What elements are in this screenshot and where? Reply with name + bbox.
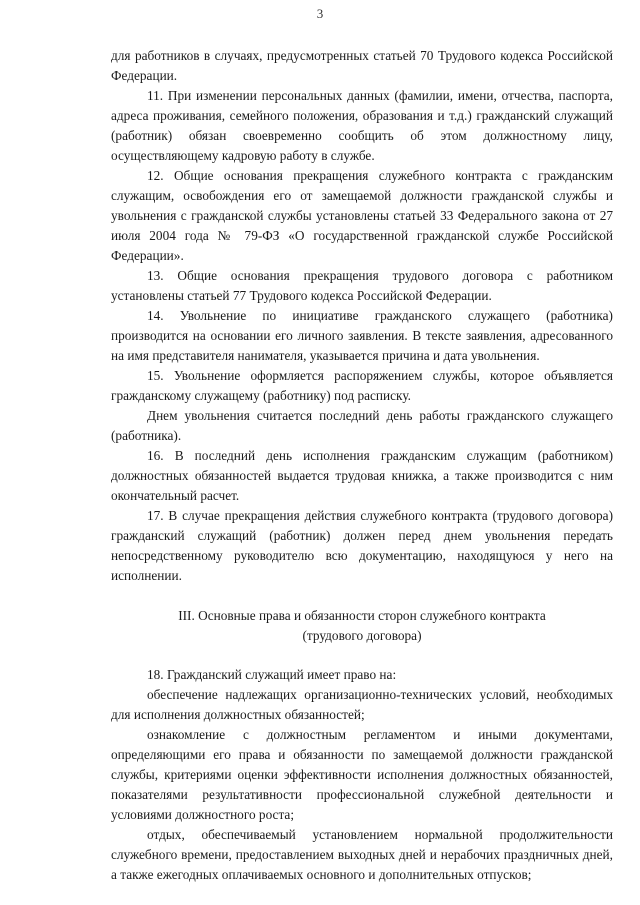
paragraph-17: 17. В случае прекращения действия служебного контракта (трудового договора) гражданский служащий (работник) должен перед днем увольнения передать непосредственному руководителю всю документацию, находящуюся у него на исполнении. [111, 508, 613, 583]
spacer [111, 646, 613, 665]
paragraph-16: 16. В последний день исполнения гражданским служащим (работником) должностных обязанностей выдается трудовая книжка, а также производится с ним окончательный расчет. [111, 448, 613, 503]
section-heading-line-1: III. Основные права и обязанности сторон служебного контракта [178, 608, 546, 623]
document-body [111, 46, 613, 885]
paragraph-continuation: для работников в случаях, предусмотренных статьей 70 Трудового кодекса Российской Федерации. [111, 48, 613, 83]
paragraph-14: 14. Увольнение по инициативе гражданского служащего (работника) производится на основании его личного заявления. В тексте заявления, адресованного на имя представителя нанимателя, указывается причина и дата увольнения. [111, 308, 613, 363]
paragraph-18-item-regulations: ознакомление с должностным регламентом и иными документами, определяющими его права и обязанности по замещаемой должности гражданской службы, критериями оценки эффективности исполнения должностных обязанностей, показателями результативности профессиональной служебной деятельности и условиями должностного роста; [111, 727, 613, 822]
paragraph-15-dismissal-day: Днем увольнения считается последний день работы гражданского служащего (работника). [111, 408, 613, 443]
section-heading-line-2: (трудового договора) [302, 628, 422, 643]
paragraph-11: 11. При изменении персональных данных (фамилии, имени, отчества, паспорта, адреса проживания, семейного положения, образования и т.д.) гражданский служащий (работник) обязан своевременно сообщить об этом должностному лицу, осуществляющему кадровую работу в службе. [111, 88, 613, 163]
spacer [111, 586, 613, 606]
paragraph-18-item-conditions: обеспечение надлежащих организационно-технических условий, необходимых для исполнения должностных обязанностей; [111, 687, 613, 722]
paragraph-15: 15. Увольнение оформляется распоряжением службы, которое объявляется гражданскому служащему (работнику) под расписку. [111, 368, 613, 403]
paragraph-18: 18. Гражданский служащий имеет право на: [147, 667, 397, 682]
paragraph-13: 13. Общие основания прекращения трудового договора с работником установлены статьей 77 Трудового кодекса Российской Федерации. [111, 268, 613, 303]
paragraph-18-item-rest: отдых, обеспечиваемый установлением нормальной продолжительности служебного времени, предоставлением выходных дней и нерабочих праздничных дней, а также ежегодных оплачиваемых основного и дополнительных отпусков; [111, 827, 613, 882]
section-heading [111, 606, 613, 646]
page-number: 3 [316, 6, 324, 21]
paragraph-12: 12. Общие основания прекращения служебного контракта с гражданским служащим, освобождения его от замещаемой должности гражданской службы и увольнения с гражданской службы установлены статьей 33 Федерального закона от 27 июля 2004 года № 79-ФЗ «О государственной гражданской службе Российской Федерации». [111, 168, 613, 263]
